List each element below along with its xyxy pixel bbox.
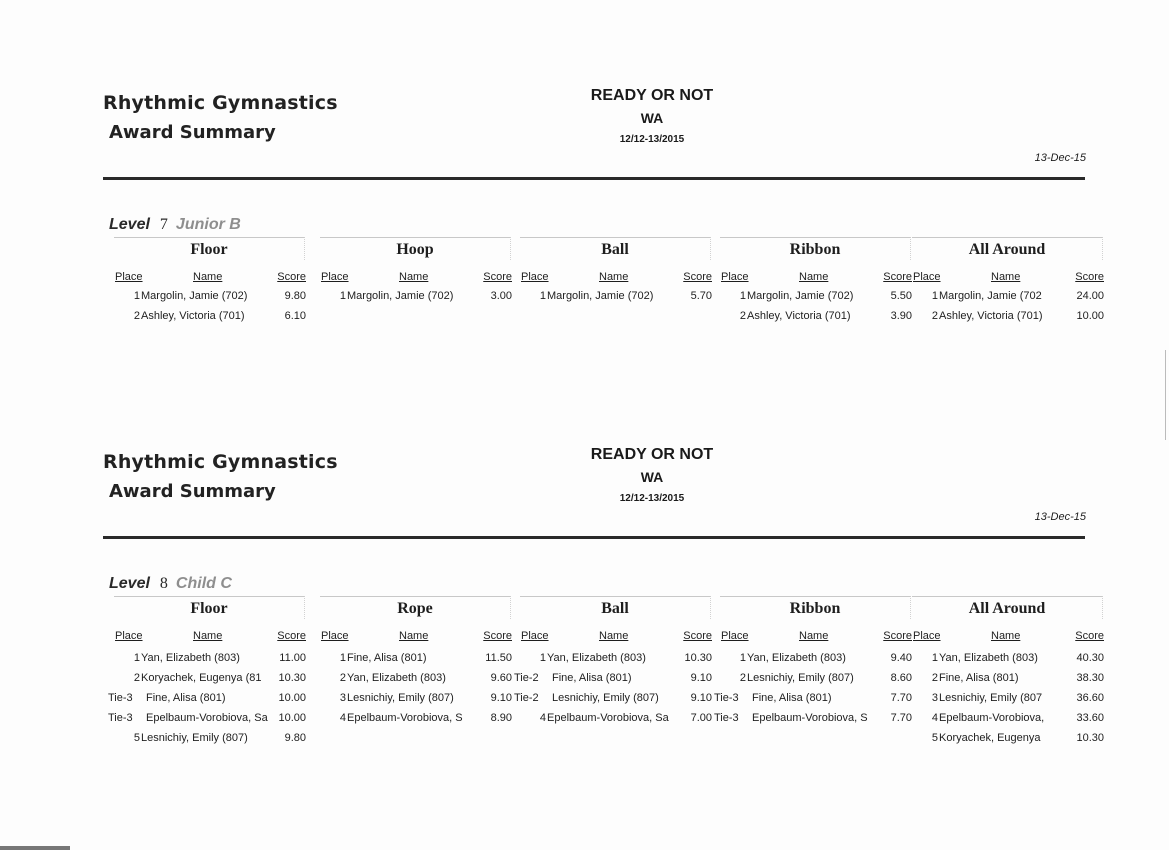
result-place: 2 [931,310,938,322]
result-row [908,671,1104,691]
brand-title: Rhythmic Gymnastics [103,92,338,114]
result-name: Fine, Alisa (801) [752,692,832,704]
event-column [716,237,912,437]
result-place: 4 [931,712,938,724]
level-label: Level [109,216,150,233]
name-header: Name [599,630,629,642]
event-title: Rope [320,596,511,619]
result-score: 10.00 [278,692,306,704]
result-place: 1 [931,652,938,664]
meet-name: READY OR NOT [590,87,714,104]
name-header: Name [193,271,223,283]
result-place: 1 [339,290,346,302]
result-name: Epelbaum-Vorobiova, [939,712,1045,724]
result-score: 9.80 [284,290,306,302]
score-header: Score [1075,630,1104,642]
result-name: Yan, Elizabeth (803) [347,672,446,684]
result-row [316,711,512,731]
event-columns [0,237,1169,437]
place-header: Place [721,630,749,642]
result-place: 2 [133,672,140,684]
result-row [316,289,512,309]
place-header: Place [521,271,549,283]
result-score: 7.70 [890,692,912,704]
result-name: Yan, Elizabeth (803) [547,652,646,664]
score-header: Score [683,271,712,283]
result-place: 1 [339,652,346,664]
event-column [316,237,512,437]
result-score: 24.00 [1076,290,1104,302]
name-header: Name [399,271,429,283]
result-row [316,651,512,671]
level-number: 8 [159,575,168,592]
result-name: Lesnichiy, Emily (807) [141,732,248,744]
result-place: 1 [539,652,546,664]
place-header: Place [115,271,143,283]
result-place: 1 [739,290,746,302]
result-place: 2 [339,672,346,684]
event-column [110,237,306,437]
score-header: Score [1075,271,1104,283]
award-summary-section [0,446,1169,811]
result-name: Yan, Elizabeth (803) [141,652,240,664]
result-row [110,671,306,691]
score-header: Score [883,271,912,283]
result-score: 6.10 [284,310,306,322]
result-row [716,691,912,711]
result-score: 11.50 [485,652,512,664]
result-row [716,671,912,691]
result-row [316,691,512,711]
result-row [908,691,1104,711]
event-title: All Around [912,237,1103,260]
event-column [716,596,912,796]
result-score: 9.40 [890,652,912,664]
result-place: 4 [539,712,546,724]
result-place: Tie-2 [514,692,539,704]
score-header: Score [483,271,512,283]
header-rule [103,536,1085,539]
result-name: Lesnichiy, Emily (807) [347,692,454,704]
place-header: Place [721,271,749,283]
result-place: 1 [539,290,546,302]
result-place: Tie-2 [514,672,539,684]
result-row [908,289,1104,309]
brand-subtitle: Award Summary [109,122,276,143]
result-row [110,711,306,731]
result-place: 1 [931,290,938,302]
result-score: 11.00 [279,652,306,664]
event-title: All Around [912,596,1103,619]
score-header: Score [277,271,306,283]
result-score: 9.60 [490,672,512,684]
result-name: Yan, Elizabeth (803) [939,652,1038,664]
result-score: 9.10 [490,692,512,704]
result-place: Tie-3 [108,692,133,704]
event-columns [0,596,1169,796]
result-name: Margolin, Jamie (702) [547,290,654,302]
result-name: Lesnichiy, Emily (807 [939,692,1043,704]
result-score: 7.70 [890,712,912,724]
result-place: 2 [739,310,746,322]
place-header: Place [321,630,349,642]
result-score: 5.70 [690,290,712,302]
name-header: Name [799,271,829,283]
result-place: 4 [339,712,346,724]
result-score: 9.10 [690,692,712,704]
result-score: 10.30 [1076,732,1104,744]
result-score: 9.10 [690,672,712,684]
result-row [908,711,1104,731]
level-heading [109,216,241,234]
result-name: Koryachek, Eugenya [939,732,1041,744]
score-header: Score [883,630,912,642]
result-place: 2 [931,672,938,684]
result-row [110,651,306,671]
result-place: 2 [739,672,746,684]
place-header: Place [521,630,549,642]
result-place: Tie-3 [714,692,739,704]
event-column [316,596,512,796]
result-name: Fine, Alisa (801) [939,672,1019,684]
result-row [110,731,306,751]
result-score: 36.60 [1076,692,1104,704]
level-heading [109,575,232,593]
result-name: Lesnichiy, Emily (807) [747,672,854,684]
name-header: Name [799,630,829,642]
result-score: 38.30 [1076,672,1104,684]
level-number: 7 [159,216,168,233]
result-name: Fine, Alisa (801) [146,692,226,704]
result-score: 10.00 [278,712,306,724]
event-title: Ribbon [720,596,911,619]
event-column [110,596,306,796]
result-name: Epelbaum-Vorobiova, S [347,712,463,724]
result-score: 9.80 [284,732,306,744]
result-place: 3 [339,692,346,704]
result-row [716,309,912,329]
result-row [908,309,1104,329]
event-column [908,596,1104,796]
result-score: 5.50 [890,290,912,302]
event-column [908,237,1104,437]
result-place: 1 [133,652,140,664]
result-name: Ashley, Victoria (701) [141,310,245,322]
place-header: Place [913,630,941,642]
result-row [516,651,712,671]
result-row [316,671,512,691]
result-row [110,289,306,309]
result-row [908,731,1104,751]
result-row [516,289,712,309]
score-header: Score [277,630,306,642]
result-row [716,289,912,309]
event-title: Hoop [320,237,511,260]
result-score: 3.90 [890,310,912,322]
brand-title: Rhythmic Gymnastics [103,451,338,473]
result-name: Koryachek, Eugenya (81 [141,672,262,684]
print-date: 13-Dec-15 [1034,511,1086,523]
meet-state: WA [640,469,664,485]
result-name: Ashley, Victoria (701) [939,310,1043,322]
result-score: 33.60 [1076,712,1104,724]
event-title: Floor [114,596,305,619]
result-name: Margolin, Jamie (702) [141,290,248,302]
scan-edge-mark [0,846,70,850]
level-group: Child C [175,575,232,592]
result-place: Tie-3 [714,712,739,724]
result-score: 10.00 [1076,310,1104,322]
result-row [516,671,712,691]
result-name: Yan, Elizabeth (803) [747,652,846,664]
result-place: 1 [133,290,140,302]
event-title: Ball [520,237,711,260]
meet-dates: 12/12-13/2015 [619,493,685,504]
result-score: 10.30 [684,652,712,664]
result-name: Margolin, Jamie (702 [939,290,1042,302]
event-title: Ribbon [720,237,911,260]
meet-dates: 12/12-13/2015 [619,134,685,145]
result-score: 40.30 [1076,652,1104,664]
result-row [516,711,712,731]
name-header: Name [991,630,1021,642]
event-column [516,237,712,437]
result-name: Epelbaum-Vorobiova, S [752,712,868,724]
result-place: 5 [133,732,140,744]
event-title: Floor [114,237,305,260]
score-header: Score [483,630,512,642]
result-place: 5 [931,732,938,744]
result-row [908,651,1104,671]
result-place: 3 [931,692,938,704]
result-name: Fine, Alisa (801) [347,652,427,664]
meet-state: WA [640,110,664,126]
result-name: Epelbaum-Vorobiova, Sa [146,712,268,724]
result-name: Margolin, Jamie (702) [347,290,454,302]
result-name: Lesnichiy, Emily (807) [552,692,659,704]
place-header: Place [115,630,143,642]
result-place: Tie-3 [108,712,133,724]
name-header: Name [399,630,429,642]
result-name: Fine, Alisa (801) [552,672,632,684]
brand-subtitle: Award Summary [109,481,276,502]
award-summary-section [0,87,1169,452]
result-name: Margolin, Jamie (702) [747,290,854,302]
meet-name: READY OR NOT [590,446,714,463]
place-header: Place [913,271,941,283]
result-score: 8.60 [890,672,912,684]
name-header: Name [193,630,223,642]
result-row [716,711,912,731]
event-column [516,596,712,796]
level-label: Level [109,575,150,592]
place-header: Place [321,271,349,283]
result-row [716,651,912,671]
result-row [516,691,712,711]
result-name: Epelbaum-Vorobiova, Sa [547,712,669,724]
result-place: 2 [133,310,140,322]
result-score: 3.00 [490,290,512,302]
event-title: Ball [520,596,711,619]
result-row [110,691,306,711]
print-date: 13-Dec-15 [1034,152,1086,164]
header-rule [103,177,1085,180]
result-score: 8.90 [490,712,512,724]
result-score: 10.30 [278,672,306,684]
name-header: Name [599,271,629,283]
result-score: 7.00 [690,712,712,724]
result-place: 1 [739,652,746,664]
result-row [110,309,306,329]
name-header: Name [991,271,1021,283]
level-group: Junior B [175,216,241,233]
result-name: Ashley, Victoria (701) [747,310,851,322]
score-header: Score [683,630,712,642]
